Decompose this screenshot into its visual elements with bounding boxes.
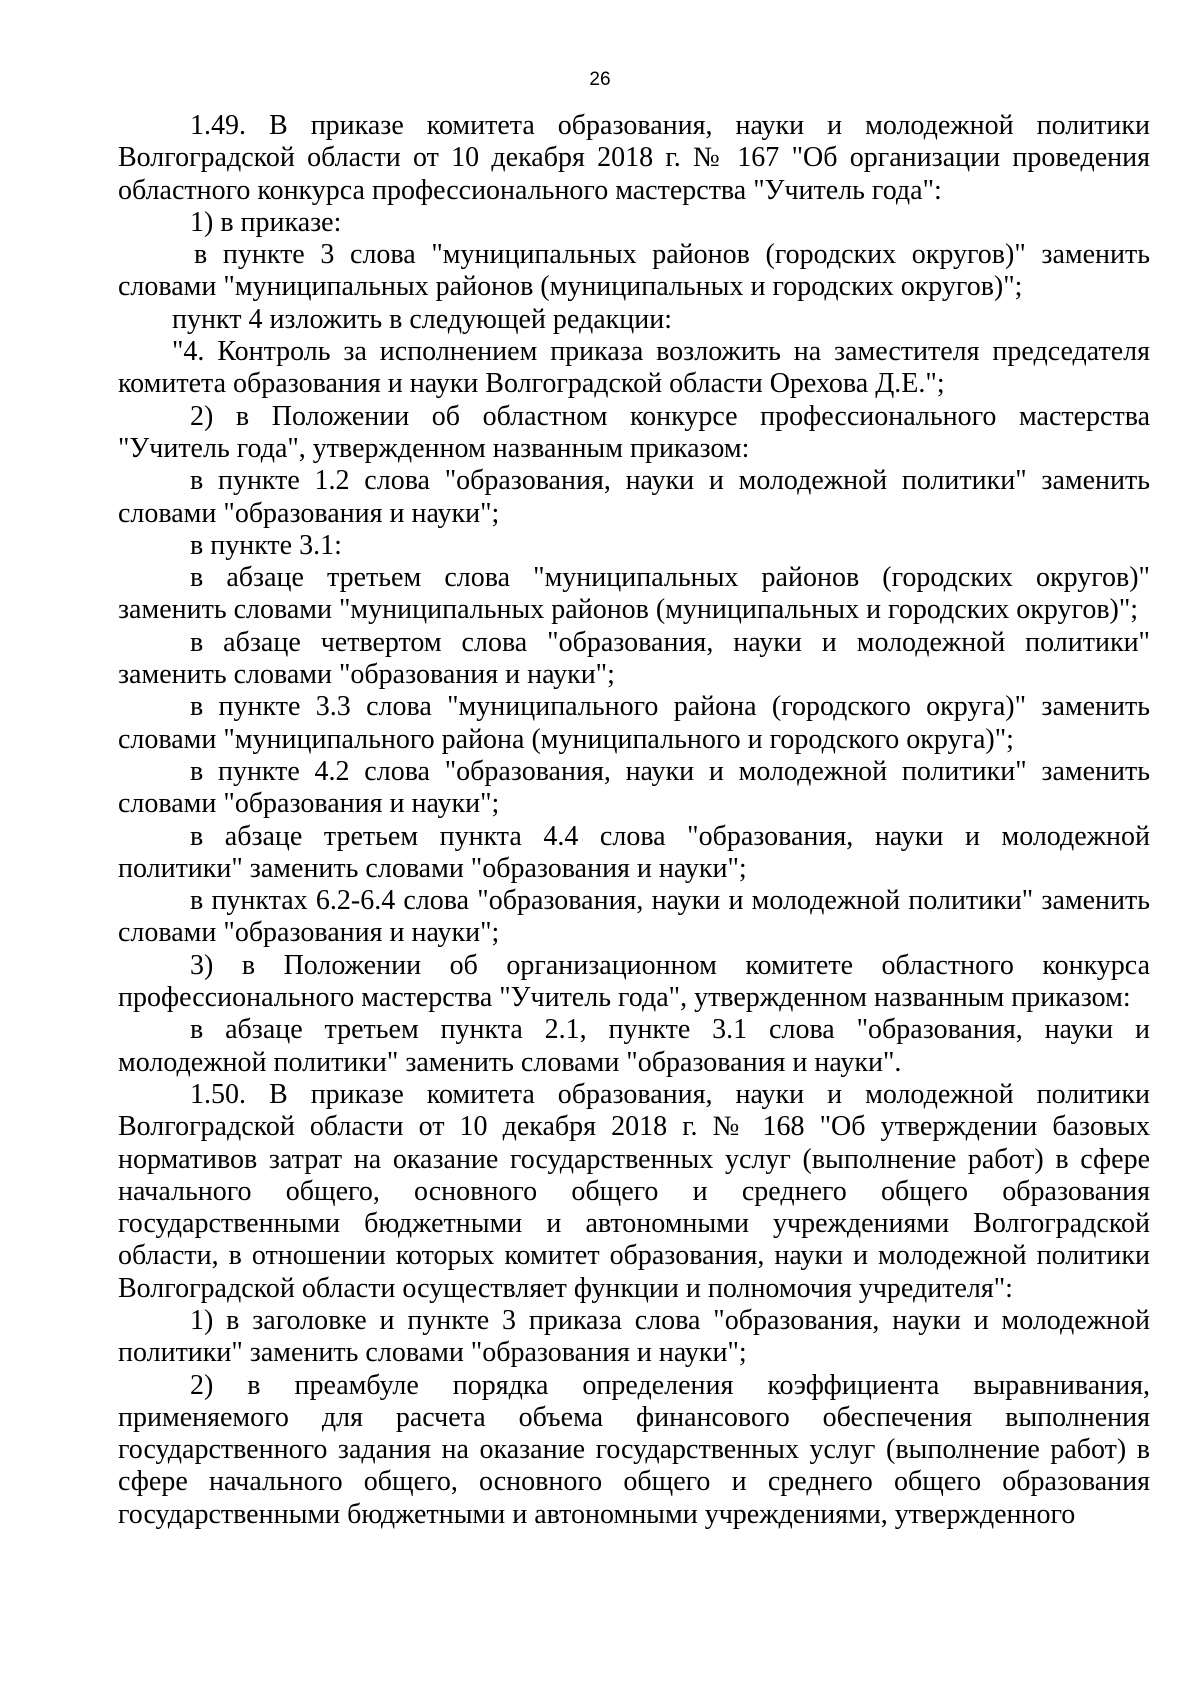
paragraph: 1) в приказе: [190,206,342,238]
paragraph-1-50: 1.50. В приказе комитета образования, науки и молодежной политики Волгоградской области от 10 декабря 2018 г. № 168 "Об утверждении базовых нормативов затрат на оказание государственных услуг (выполнение работ) в сфере начального общего, основного общего и среднего общего образования государственными бюджетными и автономными учреждениями Волгоградской области, в отношении которых комитет образования, науки и молодежной политики Волгоградской области осуществляет функции и полномочия учредителя": [118,1078,1150,1304]
paragraph: в пункте 4.2 слова "образования, науки и молодежной политики" заменить словами "образования и науки"; [118,755,1150,820]
paragraph: в пунктах 6.2-6.4 слова "образования, науки и молодежной политики" заменить словами "образования и науки"; [118,885,1150,949]
paragraph: 1) в заголовке и пункте 3 приказа слова "образования, науки и молодежной политики" заменить словами "образования и науки"; [118,1304,1150,1369]
paragraph: в абзаце третьем пункта 2.1, пункте 3.1 слова "образования, науки и молодежной политики" заменить словами "образования и науки". [118,1014,1150,1078]
paragraph: в абзаце четвертом слова "образования, науки и молодежной политики" заменить словами "образования и науки"; [118,626,1150,691]
paragraph: в пункте 3.1: [190,529,342,561]
paragraph: в пункте 3.3 слова "муниципального района (городского округа)" заменить словами "муниципального района (муниципального и городского округа)"; [118,691,1150,755]
page-number: 26 [589,69,611,90]
document-body [118,110,1150,1531]
paragraph: "4. Контроль за исполнением приказа возложить на заместителя председателя комитета образования и науки Волгоградской области Орехова Д.Е."; [118,336,1150,400]
paragraph: в абзаце третьем слова "муниципальных районов (городских округов)" заменить словами "муниципальных районов (муниципальных и городских округов)"; [118,562,1150,626]
paragraph: пункт 4 изложить в следующей редакции: [172,303,672,335]
paragraph: в пункте 1.2 слова "образования, науки и молодежной политики" заменить словами "образования и науки"; [118,465,1150,529]
paragraph: в абзаце третьем пункта 4.4 слова "образования, науки и молодежной политики" заменить словами "образования и науки"; [118,820,1150,884]
paragraph: 2) в преамбуле порядка определения коэффициента выравнивания, применяемого для расчета объема финансового обеспечения выполнения государственного задания на оказание государственных услуг (выполнение работ) в сфере начального общего, основного общего и среднего общего образования государственными бюджетными и автономными учреждениями, утвержденного [118,1369,1150,1530]
paragraph: 2) в Положении об областном конкурсе профессионального мастерства "Учитель года", утвержденном названным приказом: [118,400,1150,464]
paragraph: 3) в Положении об организационном комитете областного конкурса профессионального мастерства "Учитель года", утвержденном названным приказом: [118,949,1150,1014]
paragraph: в пункте 3 слова "муниципальных районов (городских округов)" заменить словами "муниципальных районов (муниципальных и городских округов)"; [118,239,1150,303]
paragraph-1-49: 1.49. В приказе комитета образования, науки и молодежной политики Волгоградской области от 10 декабря 2018 г. № 167 "Об организации проведения областного конкурса профессионального мастерства "Учитель года": [118,110,1150,206]
